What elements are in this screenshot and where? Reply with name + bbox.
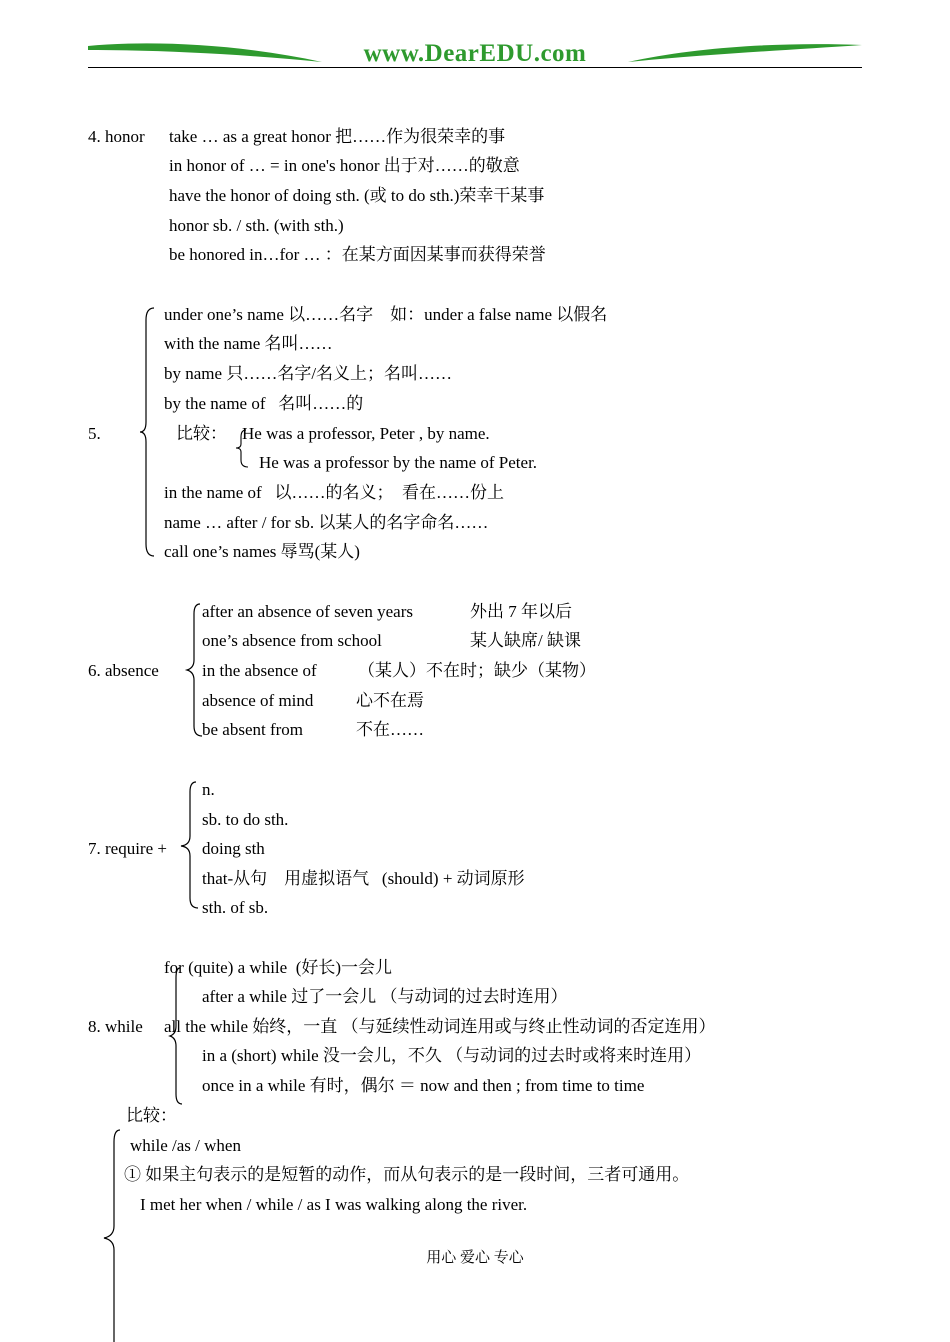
section-8-compare-label: 比较： [126,1106,177,1125]
section-5-brace [138,306,160,558]
section-7-line: n. [202,780,215,799]
section-8-label: 8. while [88,1017,143,1036]
section-6-phrase: be absent from [202,720,304,739]
section-4-line: have the honor of doing sth. (或 to do sth.)荣幸干某事 [169,186,545,205]
section-7-line: sb. to do sth. [202,810,289,829]
page-header [0,0,950,80]
section-6-meaning: 某人缺席/ 缺课 [470,631,581,650]
section-6-label: 6. absence [88,661,159,680]
section-6-meaning: 心不在焉 [356,691,424,710]
section-5-line: name … after / for sb. 以某人的名字命名…… [164,513,489,532]
site-logo-text: www.DearEDU.com [363,40,587,67]
right-swoosh-graphic [628,44,862,62]
section-6-meaning: 不在…… [356,720,424,739]
left-swoosh-graphic [88,43,322,62]
section-5-line: under one’s name 以……名字 如：under a false name 以假名 [164,305,608,324]
section-4-label: 4. honor [88,127,145,146]
section-5-line: with the name 名叫…… [164,334,333,353]
section-4-line: honor sb. / sth. (with sth.) [169,216,344,235]
section-5-line: call one’s names 辱骂(某人) [164,542,360,561]
section-8-line: all the while 始终，一直 （与延续性动词连用或与终止性动词的否定连用） [164,1017,716,1036]
section-8-compare-line: while /as / when [130,1136,241,1155]
section-6-phrase: after an absence of seven years [202,602,413,621]
section-6-phrase: one’s absence from school [202,631,382,650]
section-5-compare-line: He was a professor by the name of Peter. [259,453,538,472]
section-8-line: once in a while 有时，偶尔 ＝ now and then ; from time to time [202,1076,645,1095]
section-8-compare-line: ① 如果主句表示的是短暂的动作，而从句表示的是一段时间，三者可通用。 [124,1165,690,1184]
section-8-line: after a while 过了一会儿 （与动词的过去时连用） [202,987,568,1006]
section-4-line: take … as a great honor 把……作为很荣幸的事 [169,127,506,146]
section-6-meaning: （某人）不在时；缺少（某物） [358,661,596,680]
section-8-compare-line: I met her when / while / as I was walking along the river. [140,1195,528,1214]
section-6-meaning: 外出 7 年以后 [470,602,572,621]
page-footer: 用心 爱心 专心 [426,1250,524,1266]
section-7-line: that-从句 用虚拟语气 (should) + 动词原形 [202,869,525,888]
section-6-phrase: absence of mind [202,691,314,710]
section-7-line: sth. of sb. [202,898,269,917]
section-8-compare-brace [100,1128,122,1342]
section-6-phrase: in the absence of [202,661,317,680]
section-8-line: for (quite) a while (好长)一会儿 [164,958,393,977]
section-7-line: doing sth [202,839,265,858]
section-5-line: by the name of 名叫……的 [164,394,364,413]
section-5-line: by name 只……名字/名义上；名叫…… [164,364,453,383]
section-7-label: 7. require + [88,839,167,858]
section-4-line: be honored in…for … ：在某方面因某事而获得荣誉 [169,245,546,264]
section-7-brace [178,780,200,910]
section-5-label: 5. [88,424,101,443]
section-4-line: in honor of … = in one's honor 出于对……的敬意 [169,156,520,175]
section-5-compare-line: He was a professor, Peter , by name. [242,424,490,443]
section-8-line: in a (short) while 没一会儿，不久 （与动词的过去时或将来时连用） [202,1046,702,1065]
section-5-compare-label: 比较： [176,424,227,443]
section-5-line: in the name of 以……的名义； 看在……份上 [164,483,504,502]
section-6-brace [184,602,204,738]
